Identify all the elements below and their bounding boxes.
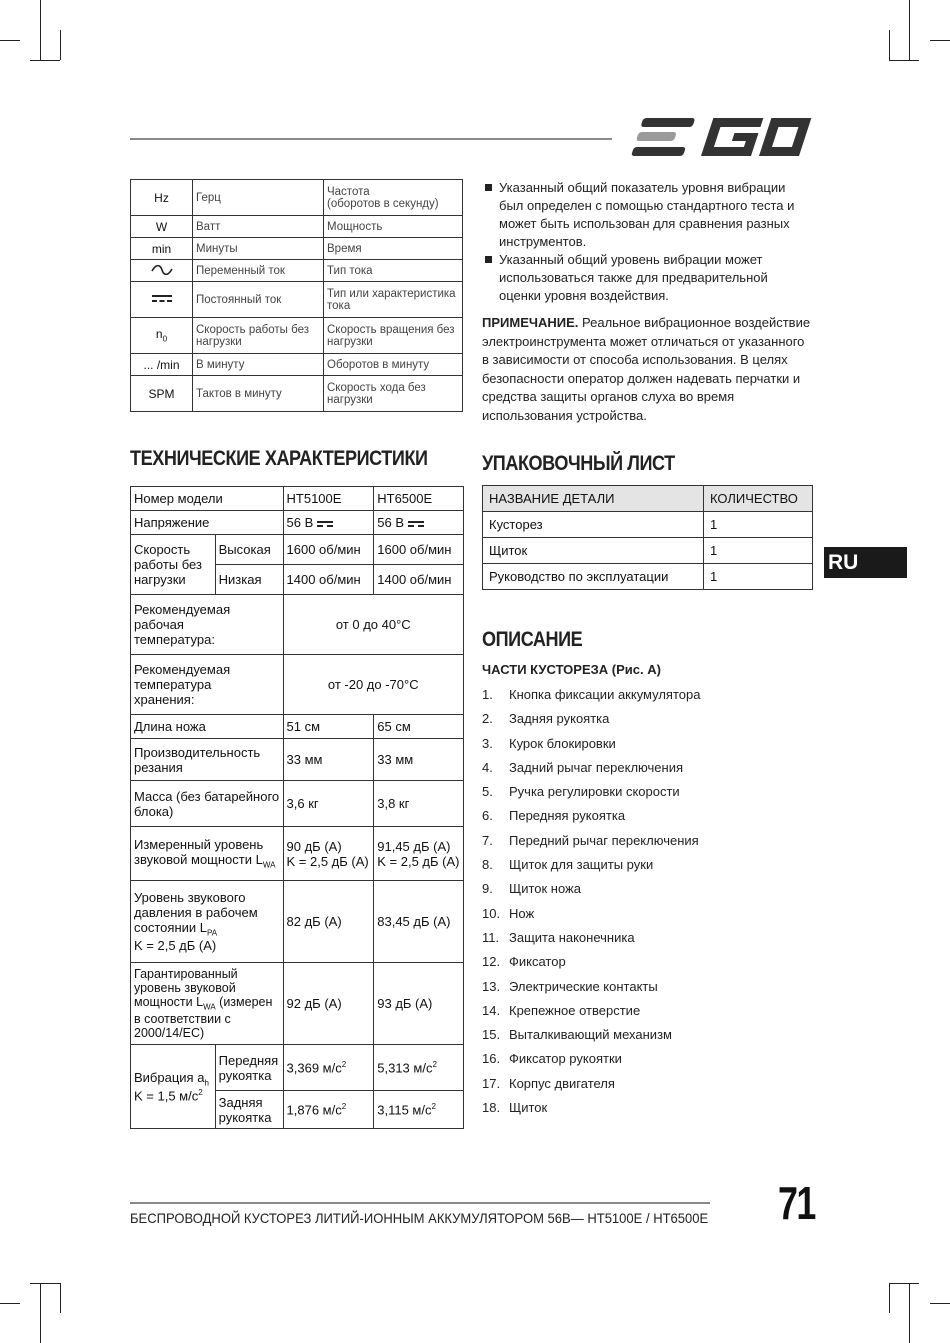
spec-value <box>283 827 374 881</box>
list-item <box>482 685 812 709</box>
spec-label-text: (измерен в соответствии с 2000/14/EC) <box>134 995 273 1040</box>
spec-label-line <box>134 1088 212 1103</box>
spec-label <box>131 1045 216 1129</box>
crop-mark <box>889 30 890 60</box>
crop-mark <box>930 40 950 41</box>
symbol-meaning: Скорость вращения без нагрузки <box>324 318 463 354</box>
spec-label-text: Гарантированный уровень звуковой мощности L <box>134 967 238 1010</box>
footer-rule <box>130 1202 710 1204</box>
packing-table <box>482 485 813 590</box>
symbol-meaning-text: Частота (оборотов в секунду) <box>327 185 439 210</box>
symbol-meaning: Мощность <box>324 216 463 238</box>
crop-mark <box>0 40 20 41</box>
list-item <box>482 1001 812 1025</box>
table-row <box>131 715 464 739</box>
part-qty: 1 <box>704 512 813 538</box>
spec-value <box>374 1091 464 1129</box>
symbol-cell: SPM <box>131 376 193 412</box>
item-text: Корпус двигателя <box>509 1075 615 1091</box>
item-number: 4. <box>482 759 493 775</box>
spec-value-line: K = 2,5 дБ (A) <box>286 853 369 869</box>
item-text: Крепежное отверстие <box>509 1002 641 1018</box>
list-item <box>482 855 812 879</box>
table-row <box>131 511 464 535</box>
symbol-subscript: 0 <box>162 334 168 344</box>
spec-label-line: K = 2,5 дБ (A) <box>134 937 217 953</box>
spec-label-text: Рекомендуемая температура хранения: <box>134 662 231 707</box>
spec-value: 1400 об/мин <box>374 565 464 595</box>
item-text: Кнопка фиксации аккумулятора <box>509 687 701 702</box>
list-item <box>482 952 812 976</box>
spec-value: от -20 до -70°C <box>283 655 463 715</box>
spec-label: Масса (без батарейного блока) <box>131 781 284 827</box>
table-row <box>483 564 813 590</box>
item-text: Щиток <box>509 1100 548 1116</box>
list-item: Указанный общий показатель уровня вибрации был определен с помощью стандартного теста и может быть использован для сравнения разных инструментов. <box>482 179 812 251</box>
footer-text: БЕСПРОВОДНОЙ КУСТОРЕЗ ЛИТИЙ-ИОННЫМ АККУМУЛЯТОРОМ 56В— HT5100E / HT6500E <box>130 1210 709 1226</box>
crop-mark <box>0 1303 20 1304</box>
symbol-cell: Hz <box>131 180 193 216</box>
spec-sublabel: Высокая <box>215 535 283 565</box>
list-item <box>482 1074 812 1098</box>
symbol-cell: min <box>131 238 193 260</box>
spec-value: 92 дБ (A) <box>283 963 374 1045</box>
spec-value-text: 56 В <box>286 515 314 530</box>
symbol-name: Скорость работы без нагрузки <box>193 318 324 354</box>
spec-value-text: 5,313 м/с <box>377 1060 433 1076</box>
symbols-table <box>130 179 463 412</box>
ac-current-icon <box>151 265 173 275</box>
table-row <box>131 354 463 376</box>
dc-current-icon <box>408 520 424 528</box>
spec-label <box>131 881 284 963</box>
crop-mark <box>930 1303 950 1304</box>
spec-value: 51 см <box>283 715 374 739</box>
spec-label-text: Уровень звукового давления в рабочем состоянии L <box>134 890 258 936</box>
item-number: 6. <box>482 808 493 824</box>
item-number: 15. <box>482 1027 501 1043</box>
note-paragraph <box>482 314 812 426</box>
spec-value-line: K = 2,5 дБ (A) <box>377 853 460 869</box>
packing-title: УПАКОВОЧНЫЙ ЛИСТ <box>482 452 675 475</box>
note-text: Реальное вибрационное воздействие электроинструмента может отличаться от указанного в зависимости от способа использования. В целях безопасности оператор должен надевать перчатки и средства защиты органов слуха во время использования устройства. <box>482 315 811 423</box>
symbol-cell: W <box>131 216 193 238</box>
part-qty: 1 <box>704 538 813 564</box>
spec-sublabel: Задняя рукоятка <box>215 1091 283 1129</box>
item-number: 7. <box>482 832 493 848</box>
parts-list <box>482 685 812 1122</box>
symbol-cell <box>131 318 193 354</box>
dc-current-icon <box>151 294 173 304</box>
item-text: Передний рычаг переключения <box>509 832 699 848</box>
item-number: 11. <box>482 929 500 945</box>
parts-subtitle: ЧАСТИ КУСТОРЕЗА (Рис. A) <box>482 662 661 677</box>
crop-mark <box>60 1283 61 1313</box>
spec-value-line: 90 дБ (A) <box>286 838 342 854</box>
spec-subscript: PA <box>207 928 218 938</box>
spec-label: Длина ножа <box>131 715 284 739</box>
spec-value-line: 91,45 дБ (A) <box>377 838 451 854</box>
note-label: ПРИМЕЧАНИЕ. <box>482 315 579 330</box>
spec-value: 1400 об/мин <box>283 565 374 595</box>
crop-mark <box>889 1283 890 1313</box>
list-item <box>482 1025 812 1049</box>
page-number: 71 <box>778 1177 815 1229</box>
crop-mark <box>40 0 41 60</box>
part-qty: 1 <box>704 564 813 590</box>
symbol-meaning: Скорость хода без нагрузки <box>324 376 463 412</box>
item-text: Электрические контакты <box>509 978 658 994</box>
spec-value <box>374 827 464 881</box>
symbol-meaning: Тип тока <box>324 260 463 282</box>
spec-value-text: 56 В <box>377 515 404 530</box>
list-item <box>482 831 812 855</box>
spec-value: от 0 до 40°C <box>283 595 463 655</box>
symbol-meaning: Тип или характеристика тока <box>324 282 463 318</box>
table-row <box>131 282 463 318</box>
crop-mark <box>60 30 61 60</box>
spec-value: 33 мм <box>374 739 464 781</box>
spec-value: 1600 об/мин <box>374 535 464 565</box>
spec-value: 83,45 дБ (A) <box>374 881 464 963</box>
spec-label-text: K = 1,5 м/с <box>134 1087 199 1103</box>
table-row <box>131 535 464 565</box>
symbol-name: Переменный ток <box>193 260 324 282</box>
item-number: 14. <box>482 1002 501 1018</box>
crop-mark <box>909 0 910 60</box>
vibration-bullets <box>482 179 812 305</box>
table-row <box>131 376 463 412</box>
crop-mark <box>889 60 919 61</box>
symbol-text: n <box>155 327 163 342</box>
crop-mark <box>40 1283 41 1343</box>
spec-value-text: 3,115 м/с <box>377 1102 432 1118</box>
spec-value: 3,8 кг <box>374 781 464 827</box>
crop-mark <box>909 1283 910 1343</box>
symbol-meaning <box>324 180 463 216</box>
table-row <box>483 538 813 564</box>
symbol-cell <box>131 260 193 282</box>
table-row <box>131 260 463 282</box>
item-number: 17. <box>482 1075 501 1091</box>
table-row <box>131 827 464 881</box>
specs-title: ТЕХНИЧЕСКИЕ ХАРАКТЕРИСТИКИ <box>130 447 428 470</box>
description-title: ОПИСАНИЕ <box>482 628 583 651</box>
language-badge: RU <box>824 547 907 578</box>
item-text: Защита наконечника <box>509 929 635 945</box>
ego-logo <box>628 116 814 158</box>
part-name: Руководство по эксплуатации <box>483 564 704 590</box>
item-number: 10. <box>482 905 501 921</box>
list-item <box>482 709 812 733</box>
item-number: 8. <box>482 857 493 873</box>
table-row <box>131 487 464 511</box>
spec-value-text: 3,369 м/с <box>286 1060 342 1076</box>
part-name: Щиток <box>483 538 704 564</box>
header-rule <box>130 138 612 140</box>
spec-value-text: 1,876 м/с <box>286 1102 342 1118</box>
part-name: Кусторез <box>483 512 704 538</box>
spec-subscript: WA <box>203 1002 216 1012</box>
item-text: Щиток для защиты руки <box>509 857 654 873</box>
item-text: Нож <box>509 905 535 921</box>
spec-value: 1600 об/мин <box>283 535 374 565</box>
table-row <box>131 1045 464 1091</box>
spec-value: 82 дБ (A) <box>283 881 374 963</box>
list-item <box>482 734 812 758</box>
spec-subscript: WA <box>262 860 276 870</box>
table-row <box>131 216 463 238</box>
item-number: 16. <box>482 1051 501 1067</box>
spec-label <box>131 595 284 655</box>
item-number: 1. <box>482 687 493 702</box>
item-number: 5. <box>482 784 493 800</box>
spec-value: 33 мм <box>283 739 374 781</box>
list-item <box>482 806 812 830</box>
symbol-name: Ватт <box>193 216 324 238</box>
item-text: Выталкивающий механизм <box>509 1027 672 1043</box>
spec-label <box>131 655 284 715</box>
list-item <box>482 782 812 806</box>
spec-value <box>374 511 464 535</box>
symbol-name: Тактов в минуту <box>193 376 324 412</box>
spec-value <box>283 1045 374 1091</box>
spec-label: Номер модели <box>131 487 284 511</box>
table-row <box>131 595 464 655</box>
table-row <box>131 180 463 216</box>
spec-label: Производительность резания <box>131 739 284 781</box>
crop-mark <box>889 1283 919 1284</box>
spec-superscript: 2 <box>341 1059 347 1069</box>
list-item <box>482 758 812 782</box>
list-item: Указанный общий уровень вибрации может использоваться также для предварительной оценки уровня воздействия. <box>482 251 812 305</box>
spec-value <box>374 1045 464 1091</box>
table-row <box>131 318 463 354</box>
spec-sublabel: Низкая <box>215 565 283 595</box>
item-text: Фиксатор рукоятки <box>509 1051 622 1067</box>
item-text: Щиток ножа <box>509 881 581 897</box>
symbol-name: Постоянный ток <box>193 282 324 318</box>
table-row <box>131 739 464 781</box>
item-number: 13. <box>482 978 501 994</box>
item-text: Фиксатор <box>509 954 566 970</box>
table-row <box>483 512 813 538</box>
column-header: НАЗВАНИЕ ДЕТАЛИ <box>483 486 704 512</box>
spec-value: HT6500E <box>374 487 464 511</box>
symbol-meaning: Время <box>324 238 463 260</box>
table-row <box>131 238 463 260</box>
spec-superscript: 2 <box>198 1087 203 1097</box>
item-text: Курок блокировки <box>509 735 616 751</box>
spec-label <box>131 963 284 1045</box>
dc-current-icon <box>317 520 333 528</box>
list-item <box>482 1049 812 1073</box>
spec-value: 3,6 кг <box>283 781 374 827</box>
spec-value: 65 см <box>374 715 464 739</box>
symbol-name: В минуту <box>193 354 324 376</box>
specs-table <box>130 486 464 1129</box>
spec-value: 93 дБ (A) <box>374 963 464 1045</box>
spec-superscript: 2 <box>431 1101 436 1111</box>
table-header-row <box>483 486 813 512</box>
table-row <box>131 963 464 1045</box>
spec-subscript: h <box>204 1078 209 1088</box>
table-row <box>131 881 464 963</box>
table-row <box>131 655 464 715</box>
symbol-name: Герц <box>193 180 324 216</box>
column-header: КОЛИЧЕСТВО <box>704 486 813 512</box>
spec-sublabel: Передняя рукоятка <box>215 1045 283 1091</box>
list-item <box>482 928 812 952</box>
spec-label: Скорость работы без нагрузки <box>131 535 216 595</box>
item-text: Задняя рукоятка <box>509 711 610 727</box>
spec-label: Напряжение <box>131 511 284 535</box>
spec-superscript: 2 <box>432 1059 437 1069</box>
item-text: Задний рычаг переключения <box>509 759 684 775</box>
spec-label-text: Рекомендуемая рабочая температура: <box>134 602 231 647</box>
item-number: 18. <box>482 1100 501 1116</box>
item-text: Передняя рукоятка <box>509 808 626 824</box>
spec-label <box>131 827 284 881</box>
list-item <box>482 977 812 1001</box>
list-item <box>482 879 812 903</box>
list-item <box>482 904 812 928</box>
symbol-meaning: Оборотов в минуту <box>324 354 463 376</box>
spec-label-text: Вибрация a <box>134 1070 205 1086</box>
spec-value <box>283 511 374 535</box>
symbol-cell <box>131 282 193 318</box>
item-number: 12. <box>482 954 501 970</box>
crop-mark <box>30 1283 60 1284</box>
symbol-name: Минуты <box>193 238 324 260</box>
spec-value: HT5100E <box>283 487 374 511</box>
table-row <box>131 781 464 827</box>
spec-label-text: Измеренный уровень звуковой мощности L <box>134 837 264 868</box>
item-number: 2. <box>482 711 493 727</box>
crop-mark <box>30 60 60 61</box>
spec-superscript: 2 <box>341 1101 347 1111</box>
item-number: 3. <box>482 735 493 751</box>
item-number: 9. <box>482 881 493 897</box>
list-item <box>482 1098 812 1122</box>
symbol-cell: ... /min <box>131 354 193 376</box>
spec-value <box>283 1091 374 1129</box>
item-text: Ручка регулировки скорости <box>509 784 680 800</box>
